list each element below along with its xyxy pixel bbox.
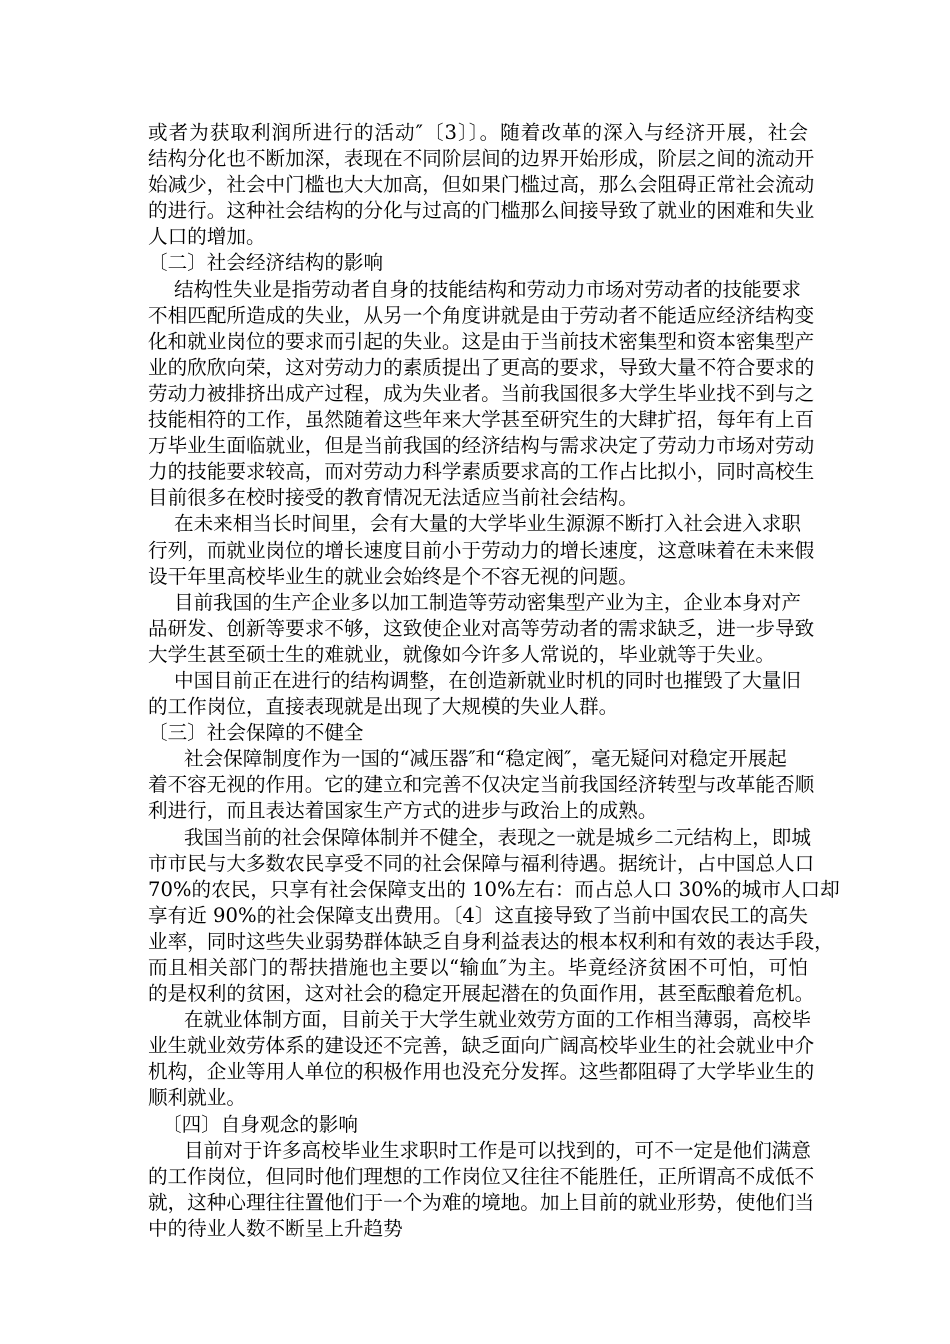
text-line: 中的待业人数不断呈上升趋势 bbox=[148, 1216, 403, 1240]
text-line: 劳动力被排挤出成产过程，成为失业者。当前我国很多大学生毕业找不到与之 bbox=[148, 381, 815, 405]
text-line: 我国当前的社会保障体制并不健全，表现之一就是城乡二元结构上，即城 bbox=[184, 825, 811, 849]
text-line: 结构性失业是指劳动者自身的技能结构和劳动力市场对劳动者的技能要求 bbox=[174, 277, 801, 301]
text-line: 人口的增加。 bbox=[148, 225, 266, 249]
text-line: 中国目前正在进行的结构调整，在创造新就业时机的同时也摧毁了大量旧 bbox=[174, 668, 801, 692]
text-line: 利进行，而且表达着国家生产方式的进步与政治上的成熟。 bbox=[148, 799, 658, 823]
text-line: 大学生甚至硕士生的难就业，就像如今许多人常说的，毕业就等于失业。 bbox=[148, 642, 775, 666]
text-line: 业生就业效劳体系的建设还不完善，缺乏面向广阔高校毕业生的社会就业中介 bbox=[148, 1034, 815, 1058]
section-heading: 〔三〕社会保障的不健全 bbox=[148, 721, 364, 745]
text-line: 或者为获取利润所进行的活动″〔3〕〕。随着改革的深入与经济开展，社会 bbox=[148, 121, 808, 144]
text-line: 的进行。这种社会结构的分化与过高的门槛那么间接导致了就业的困难和失业 bbox=[148, 199, 815, 223]
text-line: 化和就业岗位的要求而引起的失业。这是由于当前技术密集型和资本密集型产 bbox=[148, 329, 815, 353]
text-line: 目前对于许多高校毕业生求职时工作是可以找到的，可不一定是他们满意 bbox=[184, 1138, 811, 1162]
text-line: 始减少，社会中门槛也大大加高，但如果门槛过高，那么会阻碍正常社会流动 bbox=[148, 173, 815, 197]
text-line: 目前很多在校时接受的教育情况无法适应当前社会结构。 bbox=[148, 486, 638, 510]
text-line: 在就业体制方面，目前关于大学生就业效劳方面的工作相当薄弱，高校毕 bbox=[184, 1008, 811, 1032]
text-line: 着不容无视的作用。它的建立和完善不仅决定当前我国经济转型与改革能否顺 bbox=[148, 773, 815, 797]
text-line: 设干年里高校毕业生的就业会始终是个不容无视的问题。 bbox=[148, 564, 638, 588]
text-line: 力的技能要求较高，而对劳动力科学素质要求高的工作占比拟小，同时高校生 bbox=[148, 460, 815, 484]
text-line: 的是权利的贫困，这对社会的稳定开展起潜在的负面作用，甚至酝酿着危机。 bbox=[148, 982, 815, 1006]
text-line: 就，这种心理往往置他们于一个为难的境地。加上目前的就业形势，使他们当 bbox=[148, 1190, 815, 1214]
text-line: 市市民与大多数农民享受不同的社会保障与福利待遇。据统计，占中国总人口 bbox=[148, 851, 815, 875]
text-line: 目前我国的生产企业多以加工制造等劳动密集型产业为主，企业本身对产 bbox=[174, 590, 801, 614]
text-line: 的工作岗位，但同时他们理想的工作岗位又往往不能胜任，正所谓高不成低不 bbox=[148, 1164, 815, 1188]
text-line: 不相匹配所造成的失业，从另一个角度讲就是由于劳动者不能适应经济结构变 bbox=[148, 303, 815, 327]
text-line: 万毕业生面临就业，但是当前我国的经济结构与需求决定了劳动力市场对劳动 bbox=[148, 434, 815, 458]
text-line: 享有近 90%的社会保障支出费用。〔4〕这直接导致了当前中国农民工的高失 bbox=[148, 903, 808, 927]
text-line: 结构分化也不断加深，表现在不同阶层间的边界开始形成，阶层之间的流动开 bbox=[148, 147, 815, 171]
text-line: 技能相符的工作，虽然随着这些年来大学甚至研究生的大肆扩招，每年有上百 bbox=[148, 408, 815, 432]
text-line: 业的欣欣向荣，这对劳动力的素质提出了更高的要求，导致大量不符合要求的 bbox=[148, 355, 815, 379]
text-line: 的工作岗位，直接表现就是出现了大规模的失业人群。 bbox=[148, 695, 619, 719]
text-line: 社会保障制度作为一国的“减压器″和“稳定阀″，毫无疑问对稳定开展起 bbox=[184, 747, 787, 771]
section-heading: 〔四〕自身观念的影响 bbox=[162, 1112, 358, 1136]
text-line: 业率，同时这些失业弱势群体缺乏自身利益表达的根本权利和有效的表达手段， bbox=[148, 929, 834, 953]
text-line: 在未来相当长时间里，会有大量的大学毕业生源源不断打入社会进入求职 bbox=[174, 512, 801, 536]
text-line: 行列，而就业岗位的增长速度目前小于劳动力的增长速度，这意味着在未来假 bbox=[148, 538, 815, 562]
text-line: 顺利就业。 bbox=[148, 1086, 246, 1110]
section-heading: 〔二〕社会经济结构的影响 bbox=[148, 251, 384, 275]
text-line: 品研发、创新等要求不够，这致使企业对高等劳动者的需求缺乏，进一步导致 bbox=[148, 616, 815, 640]
text-line: 而且相关部门的帮扶措施也主要以“输血″为主。毕竟经济贫困不可怕，可怕 bbox=[148, 956, 808, 979]
text-line: 70%的农民，只享有社会保障支出的 10%左右：而占总人口 30%的城市人口却 bbox=[148, 877, 840, 901]
text-line: 机构，企业等用人单位的积极作用也没充分发挥。这些都阻碍了大学毕业生的 bbox=[148, 1060, 815, 1084]
document-page bbox=[148, 120, 840, 1242]
